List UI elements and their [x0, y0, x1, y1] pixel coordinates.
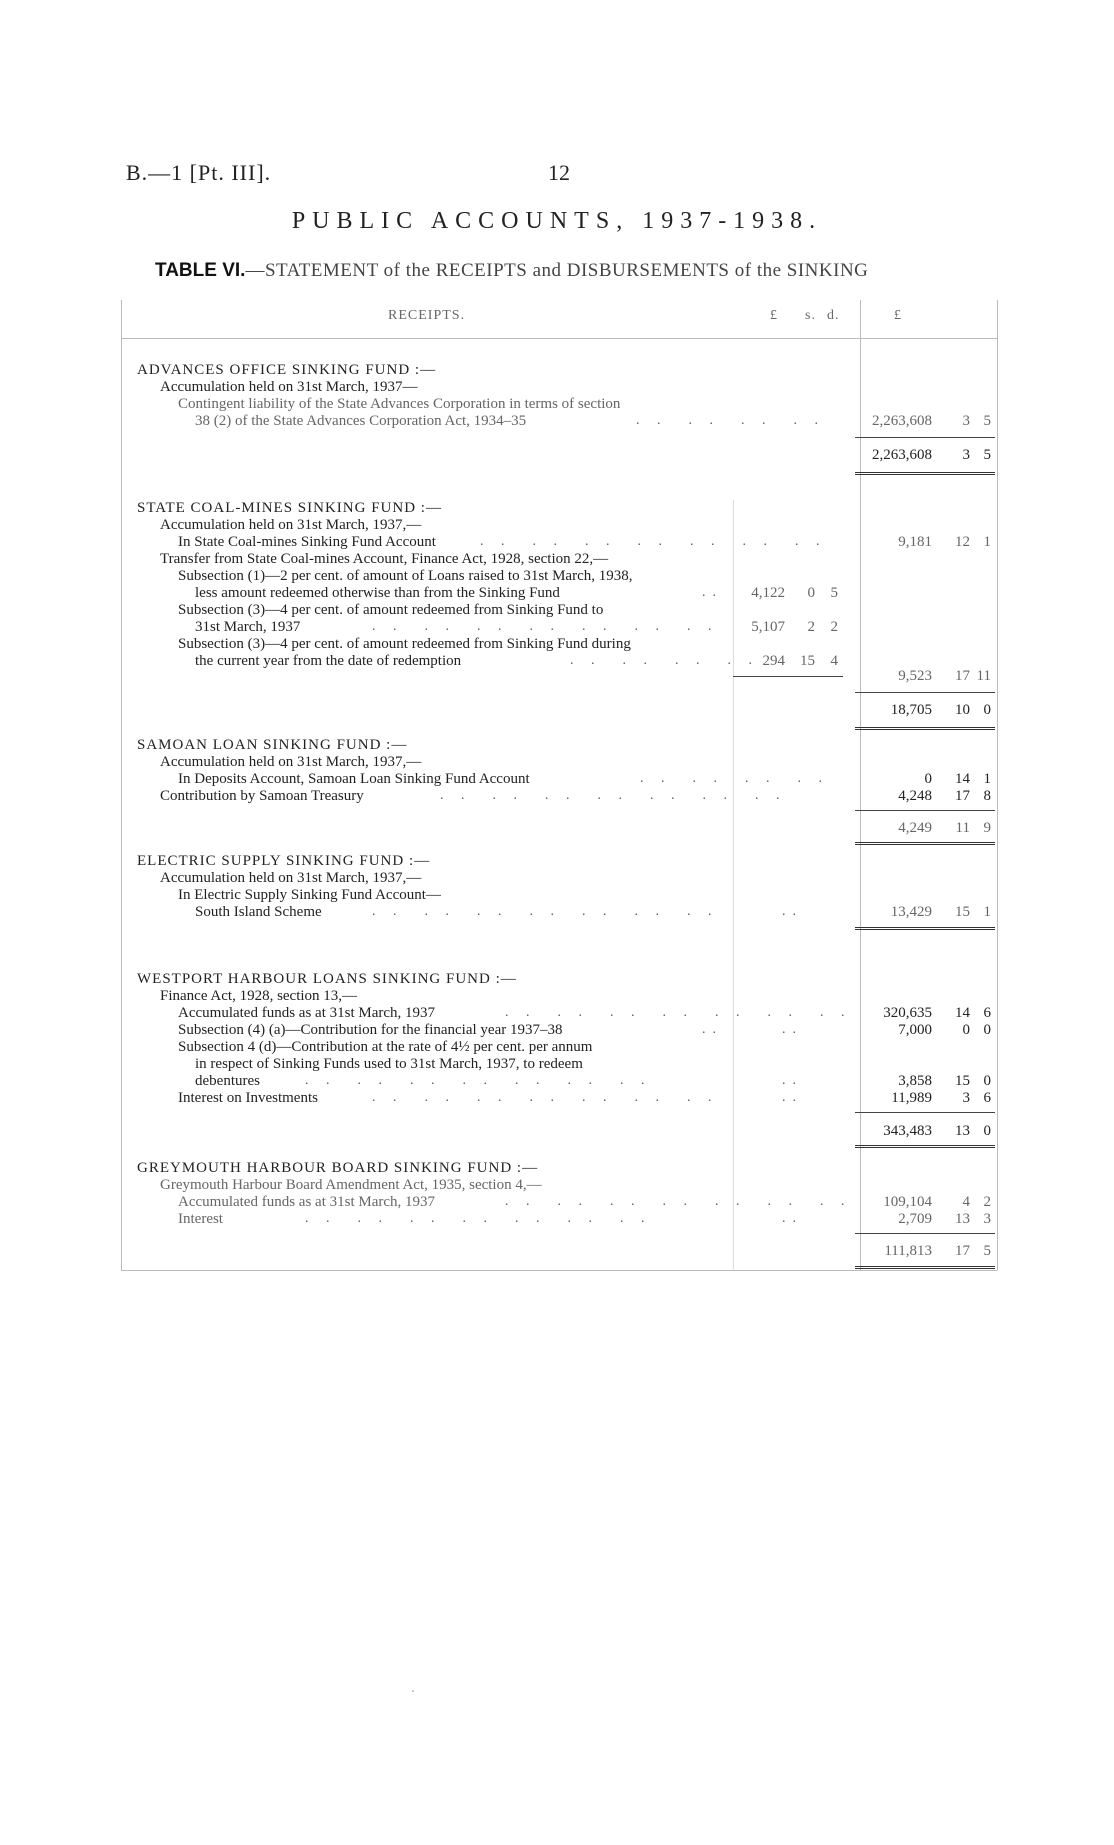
section-heading-advances: ADVANCES OFFICE SINKING FUND :— [137, 362, 437, 378]
leader-dots: . . . . . . . . [640, 771, 829, 786]
coal-line: In State Coal-mines Sinking Fund Account [178, 534, 436, 550]
amount-pounds: 2,709 [898, 1211, 932, 1227]
table-caption: —STATEMENT of the RECEIPTS and DISBURSEMENTS of the SINKING [245, 260, 869, 281]
subtotal-rule [733, 676, 843, 677]
table-bottom-rule [121, 1270, 997, 1271]
section-heading-samoan: SAMOAN LOAN SINKING FUND :— [137, 737, 408, 753]
leader-dots: . . . . . . . . [636, 413, 825, 428]
section-total-pounds: 2,263,608 [872, 447, 932, 463]
leader-dots: .. [782, 904, 803, 919]
subtotal-rule [855, 692, 995, 693]
amount-pence: 2 [983, 1194, 991, 1210]
greymouth-line: Interest [178, 1211, 223, 1227]
amount-pounds: 4,248 [898, 788, 932, 804]
amount-shillings: 15 [955, 1073, 970, 1089]
electric-line: South Island Scheme [195, 904, 322, 920]
westport-line: in respect of Sinking Funds used to 31st March, 1937, to redeem [195, 1056, 583, 1072]
total-double-rule [855, 842, 995, 845]
westport-line: Interest on Investments [178, 1090, 318, 1106]
leader-dots: . . . . . . . . . . . . . . [480, 534, 827, 549]
total-double-rule [855, 927, 995, 930]
westport-line: Accumulated funds as at 31st March, 1937 [178, 1005, 436, 1021]
amount-pence: 5 [983, 413, 991, 429]
leader-dots: . . . . . . . . . . . . . . [372, 1090, 719, 1105]
amount-shillings: 15 [800, 653, 815, 669]
amount-pence: 3 [983, 1211, 991, 1227]
amount-pounds: 4,122 [751, 585, 785, 601]
electric-line: Accumulation held on 31st March, 1937,— [160, 870, 422, 886]
leader-dots: .. [782, 1090, 803, 1105]
amount-pence: 4 [830, 653, 838, 669]
amount-pence: 6 [983, 1090, 991, 1106]
total-double-rule [855, 1266, 995, 1269]
leader-dots: . . . . . . . . . . . . . . [305, 1211, 652, 1226]
amount-pence: 0 [983, 1022, 991, 1038]
leader-dots: . . . . . . . . [570, 653, 759, 668]
section-total-shillings: 3 [962, 447, 970, 463]
amount-shillings: 12 [955, 534, 970, 550]
leader-dots: .. [782, 1022, 803, 1037]
column-divider-light [733, 500, 734, 1270]
amount-pence: 6 [983, 1005, 991, 1021]
section-total-pounds: 4,249 [898, 820, 932, 836]
leader-dots: . . . . . . . . . . . . . . [440, 788, 787, 803]
amount-pence: 11 [976, 668, 991, 684]
amount-shillings: 2 [807, 619, 815, 635]
column-header-receipts: RECEIPTS. [388, 308, 466, 323]
amount-shillings: 3 [962, 1090, 970, 1106]
amount-shillings: 13 [955, 1211, 970, 1227]
amount-pounds: 109,104 [883, 1194, 932, 1210]
table-right-border [997, 300, 998, 1270]
subtotal-rule [855, 437, 995, 438]
amount-pounds: 2,263,608 [872, 413, 932, 429]
section-total-pence: 5 [983, 1243, 991, 1259]
amount-shillings: 0 [807, 585, 815, 601]
amount-pence: 1 [983, 771, 991, 787]
section-total-pounds: 343,483 [883, 1123, 932, 1139]
amount-shillings: 15 [955, 904, 970, 920]
amount-pence: 8 [983, 788, 991, 804]
samoan-line: In Deposits Account, Samoan Loan Sinking Fund Account [178, 771, 530, 787]
amount-shillings: 4 [962, 1194, 970, 1210]
subtotal-rule [855, 1112, 995, 1113]
header-rule [121, 338, 997, 339]
coal-line: Subsection (3)—4 per cent. of amount redeemed from Sinking Fund during [178, 636, 631, 652]
amount-pence: 0 [983, 1073, 991, 1089]
advances-line: 38 (2) of the State Advances Corporation Act, 1934–35 [195, 413, 527, 429]
amount-shillings: 3 [962, 413, 970, 429]
leader-dots: . . . . . . . . . . . . . . [305, 1073, 652, 1088]
greymouth-line: Greymouth Harbour Board Amendment Act, 1935, section 4,— [160, 1177, 542, 1193]
amount-shillings: 17 [955, 668, 970, 684]
amount-pounds: 11,989 [891, 1090, 932, 1106]
amount-pounds: 9,523 [898, 668, 932, 684]
section-total-shillings: 17 [955, 1243, 970, 1259]
leader-dots: .. [782, 1073, 803, 1088]
samoan-line: Contribution by Samoan Treasury [160, 788, 364, 804]
section-total-pence: 0 [983, 1123, 991, 1139]
leader-dots: . . . . . . . . . . . . . . [372, 619, 719, 634]
document-title: PUBLIC ACCOUNTS, 1937-1938. [291, 208, 823, 234]
leader-dots: . . . . . . . . . . . . . . [372, 904, 719, 919]
section-heading-coal-mines: STATE COAL-MINES SINKING FUND :— [137, 500, 442, 516]
page-number: 12 [548, 160, 570, 185]
amount-pounds: 294 [762, 653, 785, 669]
greymouth-line: Accumulated funds as at 31st March, 1937 [178, 1194, 436, 1210]
table-left-border [121, 300, 122, 1270]
amount-pounds: 320,635 [883, 1005, 932, 1021]
section-total-shillings: 10 [955, 702, 970, 718]
column-divider [860, 300, 861, 1270]
westport-line: Finance Act, 1928, section 13,— [160, 988, 358, 1004]
westport-line: Subsection 4 (d)—Contribution at the rate of 4½ per cent. per annum [178, 1039, 593, 1055]
amount-pence: 2 [830, 619, 838, 635]
scan-speck [412, 1690, 414, 1692]
coal-line: the current year from the date of redemption [195, 653, 462, 669]
amount-pence: 1 [983, 904, 991, 920]
amount-pence: 1 [983, 534, 991, 550]
electric-line: In Electric Supply Sinking Fund Account— [178, 887, 441, 903]
leader-dots: . . . . . . . . . . . . . . [505, 1005, 852, 1020]
amount-shillings: 0 [962, 1022, 970, 1038]
coal-line: 31st March, 1937 [195, 619, 301, 635]
coal-line: Subsection (1)—2 per cent. of amount of Loans raised to 31st March, 1938, [178, 568, 633, 584]
total-double-rule [855, 727, 995, 730]
westport-line: Subsection (4) (a)—Contribution for the financial year 1937–38 [178, 1022, 563, 1038]
leader-dots: . . . . . . . . . . . . . . [505, 1194, 852, 1209]
column-header-pence: d. [827, 308, 840, 323]
section-heading-greymouth: GREYMOUTH HARBOUR BOARD SINKING FUND :— [137, 1160, 539, 1176]
column-header-shillings: s. [805, 308, 816, 323]
amount-shillings: 14 [955, 771, 970, 787]
section-total-shillings: 11 [955, 820, 970, 836]
section-total-pence: 0 [983, 702, 991, 718]
amount-pounds: 5,107 [751, 619, 785, 635]
column-header-pounds: £ [770, 308, 778, 323]
amount-pounds: 0 [924, 771, 932, 787]
section-total-shillings: 13 [955, 1123, 970, 1139]
column-header-total-pounds: £ [894, 308, 902, 323]
coal-line: Subsection (3)—4 per cent. of amount redeemed from Sinking Fund to [178, 602, 604, 618]
coal-line: Accumulation held on 31st March, 1937,— [160, 517, 422, 533]
amount-pounds: 3,858 [898, 1073, 932, 1089]
advances-line: Accumulation held on 31st March, 1937— [160, 379, 418, 395]
leader-dots: .. [702, 585, 723, 600]
amount-pounds: 13,429 [890, 904, 932, 920]
leader-dots: .. [702, 1022, 723, 1037]
amount-shillings: 17 [955, 788, 970, 804]
amount-pounds: 7,000 [898, 1022, 932, 1038]
total-double-rule [855, 1145, 995, 1148]
table-label: TABLE VI. [155, 260, 246, 281]
subtotal-rule [855, 810, 995, 811]
total-double-rule [855, 472, 995, 475]
section-total-pounds: 18,705 [890, 702, 932, 718]
advances-line: Contingent liability of the State Advances Corporation in terms of section [178, 396, 621, 412]
section-total-pence: 5 [983, 447, 991, 463]
section-total-pence: 9 [983, 820, 991, 836]
section-heading-electric: ELECTRIC SUPPLY SINKING FUND :— [137, 853, 431, 869]
samoan-line: Accumulation held on 31st March, 1937,— [160, 754, 422, 770]
amount-shillings: 14 [955, 1005, 970, 1021]
coal-line: Transfer from State Coal-mines Account, Finance Act, 1928, section 22,— [160, 551, 609, 567]
section-heading-westport: WESTPORT HARBOUR LOANS SINKING FUND :— [137, 971, 517, 987]
coal-line: less amount redeemed otherwise than from the Sinking Fund [195, 585, 560, 601]
westport-line: debentures [195, 1073, 260, 1089]
subtotal-rule [855, 1233, 995, 1234]
table-title [155, 260, 868, 282]
section-total-pounds: 111,813 [884, 1243, 932, 1259]
page-reference: B.—1 [Pt. III]. [126, 160, 272, 185]
amount-pence: 5 [830, 585, 838, 601]
leader-dots: .. [782, 1211, 803, 1226]
amount-pounds: 9,181 [898, 534, 932, 550]
